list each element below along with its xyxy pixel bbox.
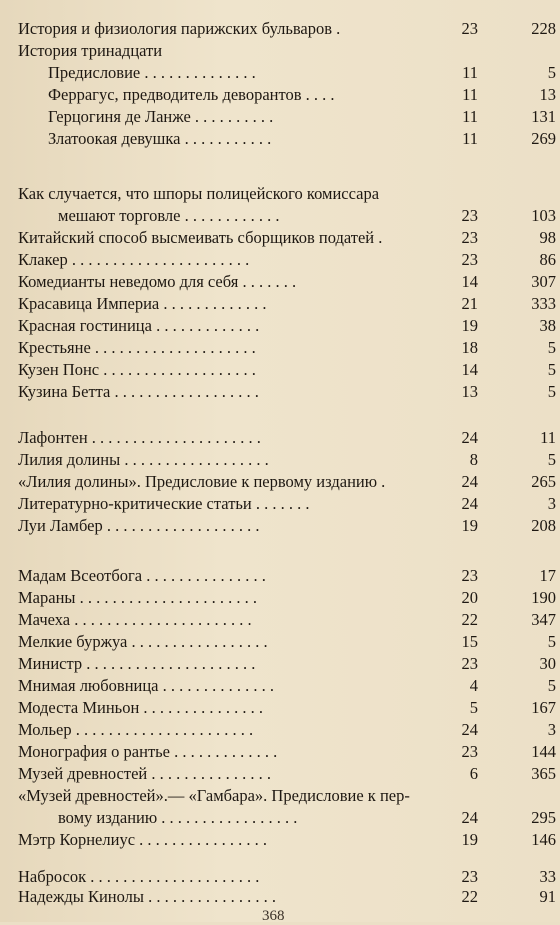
entry-title: Клакер . . . . . . . . . . . . . . . . . . . . . . <box>18 250 250 269</box>
entry-volume: 18 <box>461 338 478 357</box>
entry-title: «Лилия долины». Предисловие к первому изданию . <box>18 472 386 491</box>
entry-page: 228 <box>531 19 556 38</box>
entry-title: Комедианты неведомо для себя . . . . . . . <box>18 272 297 291</box>
entry-title: Литературно-критические статьи . . . . . . . <box>18 494 310 513</box>
index-entry <box>18 493 556 515</box>
entry-title: Министр . . . . . . . . . . . . . . . . . . . . . <box>18 654 256 673</box>
entry-page: 265 <box>531 472 556 491</box>
index-entry <box>18 515 556 537</box>
entry-page: 33 <box>539 867 556 886</box>
entry-volume: 23 <box>461 566 478 585</box>
entry-page: 5 <box>547 382 556 401</box>
page-number: 368 <box>262 908 285 924</box>
entry-title: Мелкие буржуа . . . . . . . . . . . . . . . . . <box>18 632 268 651</box>
entry-volume: 23 <box>461 250 478 269</box>
index-entry <box>18 609 556 631</box>
index-entry <box>18 675 556 697</box>
index-entry <box>18 293 556 315</box>
index-entry <box>18 381 556 403</box>
index-entry <box>18 227 556 249</box>
entry-volume: 24 <box>461 472 478 491</box>
entry-page: 5 <box>547 676 556 695</box>
index-entry <box>18 653 556 675</box>
entry-title: вому изданию . . . . . . . . . . . . . . . . . <box>58 808 298 827</box>
index-entry <box>18 471 556 493</box>
index-entry <box>18 337 556 359</box>
entry-page: 5 <box>547 63 556 82</box>
entry-title: История тринадцати <box>18 41 163 60</box>
entry-volume: 19 <box>461 316 478 335</box>
index-entry <box>18 697 556 719</box>
entry-page: 98 <box>539 228 556 247</box>
entry-title: Монография о рантье . . . . . . . . . . . . . <box>18 742 278 761</box>
entry-page: 190 <box>531 588 556 607</box>
entry-volume: 6 <box>469 764 478 783</box>
entry-page: 365 <box>531 764 556 783</box>
entry-volume: 19 <box>461 830 478 849</box>
entry-volume: 23 <box>461 19 478 38</box>
index-entry <box>18 886 556 908</box>
entry-page: 131 <box>531 107 556 126</box>
entry-page: 91 <box>539 887 556 906</box>
entry-volume: 8 <box>469 450 478 469</box>
entry-volume: 24 <box>461 720 478 739</box>
entry-volume: 23 <box>461 742 478 761</box>
entry-page: 347 <box>531 610 556 629</box>
entry-title: Как случается, что шпоры полицейского комиссара <box>18 184 380 203</box>
entry-page: 208 <box>531 516 556 535</box>
index-entry <box>18 84 556 106</box>
entry-title: Кузина Бетта . . . . . . . . . . . . . . . . . . <box>18 382 259 401</box>
index-entry <box>18 829 556 851</box>
entry-page: 295 <box>531 808 556 827</box>
entry-title: «Музей древностей».— «Гамбара». Предисловие к пер- <box>18 786 410 805</box>
entry-title: мешают торговле . . . . . . . . . . . . <box>58 206 280 225</box>
entry-page: 5 <box>547 360 556 379</box>
entry-page: 11 <box>540 428 556 447</box>
entry-volume: 4 <box>469 676 478 695</box>
index-entry <box>18 62 556 84</box>
index-entry <box>18 719 556 741</box>
index-entry <box>18 18 556 40</box>
entry-volume: 14 <box>461 272 478 291</box>
entry-title: Мэтр Корнелиус . . . . . . . . . . . . . . . . <box>18 830 268 849</box>
entry-volume: 19 <box>461 516 478 535</box>
entry-volume: 22 <box>461 887 478 906</box>
entry-title: Герцогиня де Ланже . . . . . . . . . . <box>48 107 274 126</box>
entry-volume: 11 <box>462 107 478 126</box>
entry-title: Набросок . . . . . . . . . . . . . . . . . . . . . <box>18 867 260 886</box>
entry-page: 5 <box>547 338 556 357</box>
index-entry <box>18 449 556 471</box>
entry-page: 30 <box>539 654 556 673</box>
entry-title: Мараны . . . . . . . . . . . . . . . . . . . . . . <box>18 588 257 607</box>
entry-volume: 20 <box>461 588 478 607</box>
entry-title: Мачеха . . . . . . . . . . . . . . . . . . . . . . <box>18 610 252 629</box>
entry-title: Феррагус, предводитель деворантов . . . . <box>48 85 335 104</box>
entry-volume: 24 <box>461 428 478 447</box>
entry-page: 17 <box>539 566 556 585</box>
entry-page: 5 <box>547 450 556 469</box>
entry-page: 307 <box>531 272 556 291</box>
index-entry <box>18 359 556 381</box>
entry-title: Музей древностей . . . . . . . . . . . . . . . <box>18 764 271 783</box>
entry-title: Красная гостиница . . . . . . . . . . . . . <box>18 316 260 335</box>
entry-page: 103 <box>531 206 556 225</box>
entry-volume: 21 <box>461 294 478 313</box>
index-entry <box>18 807 556 829</box>
entry-volume: 24 <box>461 494 478 513</box>
entry-title: Мольер . . . . . . . . . . . . . . . . . . . . . . <box>18 720 254 739</box>
index-entry <box>18 128 556 150</box>
entry-volume: 11 <box>462 63 478 82</box>
entry-title: История и физиология парижских бульваров . <box>18 19 341 38</box>
entry-volume: 11 <box>462 85 478 104</box>
entry-title: Мнимая любовница . . . . . . . . . . . . . . <box>18 676 275 695</box>
index-entry <box>18 106 556 128</box>
entry-page: 144 <box>531 742 556 761</box>
entry-page: 86 <box>539 250 556 269</box>
entry-page: 5 <box>547 632 556 651</box>
entry-title: Китайский способ высмеивать сборщиков податей . <box>18 228 383 247</box>
entry-title: Предисловие . . . . . . . . . . . . . . <box>48 63 256 82</box>
entry-page: 38 <box>539 316 556 335</box>
index-entry <box>18 315 556 337</box>
index-entry <box>18 763 556 785</box>
entry-volume: 23 <box>461 206 478 225</box>
entry-volume: 14 <box>461 360 478 379</box>
entry-title: Мадам Всеотбога . . . . . . . . . . . . . . . <box>18 566 266 585</box>
entry-volume: 11 <box>462 129 478 148</box>
entry-volume: 23 <box>461 867 478 886</box>
index-entry <box>18 866 556 888</box>
entry-volume: 22 <box>461 610 478 629</box>
index-entry <box>18 427 556 449</box>
entry-volume: 13 <box>461 382 478 401</box>
entry-page: 146 <box>531 830 556 849</box>
entry-title: Надежды Кинолы . . . . . . . . . . . . . . . . <box>18 887 276 906</box>
index-entry <box>18 271 556 293</box>
entry-page: 269 <box>531 129 556 148</box>
entry-volume: 24 <box>461 808 478 827</box>
entry-page: 13 <box>539 85 556 104</box>
entry-title: Луи Ламбер . . . . . . . . . . . . . . . . . . . <box>18 516 260 535</box>
entry-page: 3 <box>547 720 556 739</box>
index-entry <box>18 741 556 763</box>
index-entry <box>18 183 556 205</box>
entry-page: 167 <box>531 698 556 717</box>
entry-title: Крестьяне . . . . . . . . . . . . . . . . . . . . <box>18 338 256 357</box>
index-entry <box>18 785 556 807</box>
index-entry <box>18 205 556 227</box>
entry-title: Лафонтен . . . . . . . . . . . . . . . . . . . . . <box>18 428 261 447</box>
entry-volume: 23 <box>461 654 478 673</box>
entry-title: Кузен Понс . . . . . . . . . . . . . . . . . . . <box>18 360 256 379</box>
index-entry <box>18 631 556 653</box>
entry-title: Красавица Империа . . . . . . . . . . . . . <box>18 294 267 313</box>
entry-title: Модеста Миньон . . . . . . . . . . . . . . . <box>18 698 264 717</box>
entry-title: Златоокая девушка . . . . . . . . . . . <box>48 129 272 148</box>
index-entry <box>18 587 556 609</box>
entry-title: Лилия долины . . . . . . . . . . . . . . . . . . <box>18 450 269 469</box>
index-entry <box>18 40 556 62</box>
entry-page: 333 <box>531 294 556 313</box>
index-entry <box>18 249 556 271</box>
index-entry <box>18 565 556 587</box>
entry-volume: 5 <box>469 698 478 717</box>
entry-volume: 15 <box>461 632 478 651</box>
entry-page: 3 <box>547 494 556 513</box>
entry-volume: 23 <box>461 228 478 247</box>
